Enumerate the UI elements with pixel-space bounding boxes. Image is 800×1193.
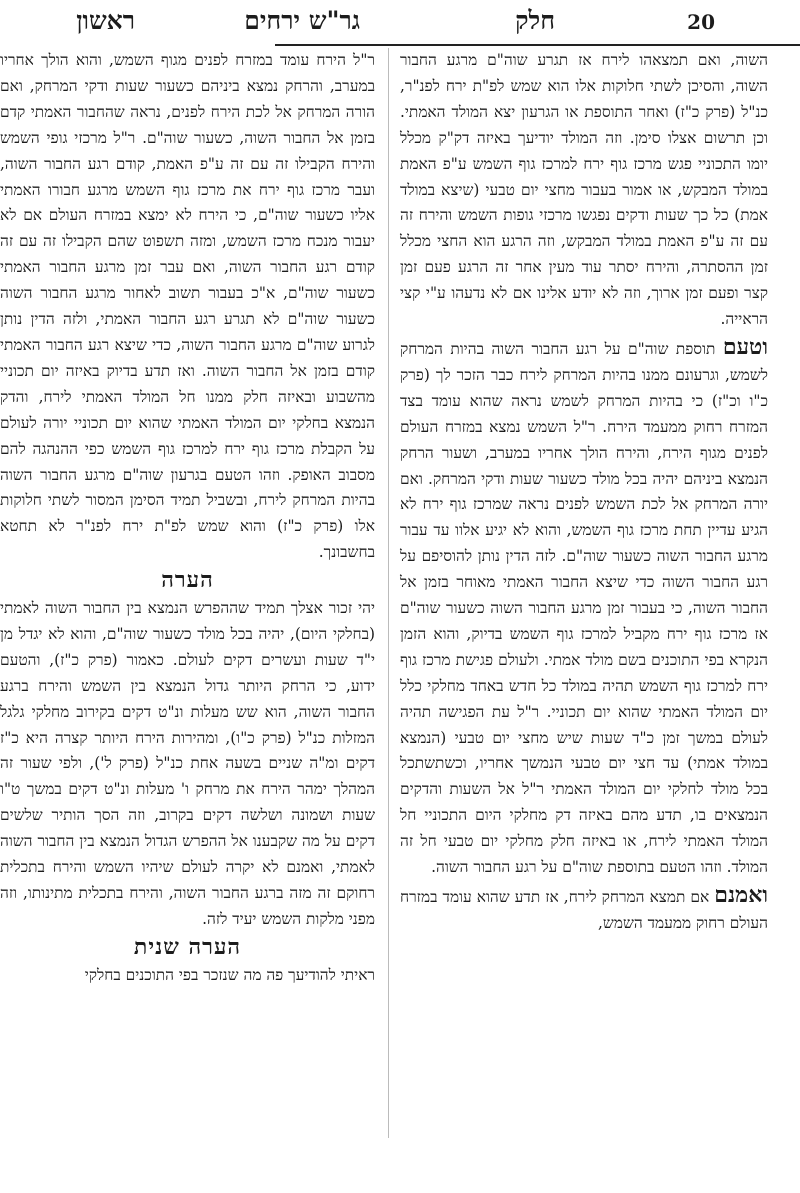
left-column <box>0 48 375 1188</box>
section-label: חלק <box>515 6 555 35</box>
right-column <box>400 48 768 937</box>
note-text: ראיתי להודיעך פה מה שנזכר בפי התוכנים בחלקי <box>84 965 375 984</box>
page-number: 20 <box>687 10 715 34</box>
paragraph <box>400 48 768 333</box>
note-title: הערה <box>161 567 214 594</box>
paragraph-text: השוה, ואם תמצאהו לירח אז תגרע שוה"ם מרגע החבור השוה, והסיכן לשתי חלוקות אלו הוא שמש לפ"ת ירח לפנ"ר, כנ"ל (פרק כ"ז) ואחר התוספת או הגרעון יצא המולד האמתי. וכן תרשום אצלו סימן. וזה המולד יודיעך באיזה דק"ק מכלל יומו התכוניי פגש מרכז גוף ירח למרכז גוף השמש ע"פ האמת במולד המבקש, או אמור בעבור מחצי יום טבעי (שיצא במולד אמת) כל כך שעות ודקים נפגשו מרכזי גופות השמש והירח זה עם זה ע"פ האמת במולד המבקש, וזה הרגע הוא החצי מכלל זמן ההסתרה, והירח יסתר עוד מעין אחר זה הרגע פעם זמן קצר ופעם זמן ארוך, וזה לא יודע אלינו אם לא נדעהו ע"י קצי הראייה. <box>400 51 768 329</box>
note-paragraph <box>0 596 375 933</box>
column-divider <box>388 48 389 1138</box>
page-header <box>0 0 800 44</box>
note-text: יהי זכור אצלך תמיד שההפרש הנמצא בין החבור השוה לאמתי (בחלקי היום), יהיה בכל מולד כשעור שוה"ם, והוא לא יגדל מן י"ד שעות ועשרים דקים לעולם. כאמור (פרק כ"ז), והטעם ידוע, כי הרחק היותר גדול הנמצא בין השמש והירח ברגע החבור השוה, הוא שש מעלות ונ"ט דקים בקירוב מחלקי גלגל המזלות כנ"ל (פרק כ"ו), ומהירות הירח היותר קצרה היא כ"ז דקים ומ"ה שניים בשעה אחת כנ"ל (פרק ל'), ולפי שעור זה המהלך ימהר הירח את מרחק ו' מעלות ונ"ט דקים במשך ט"ו שעות ושמונה ושלשה דקים בקרוב, וזה הסך הותיר שלשים דקים על מה שקבענו אל ההפרש הגדול הנמצא בין החבור השוה לאמתי, ואמנם לא יקרה לעולם שיהיו השמש והירח בתכלית רחוקם זה מזה ברגע החבור השוה, והירח בתכלית מתינותו, וזה מפני מלקות השמש יעיד לזה. <box>0 599 375 928</box>
paragraph <box>400 883 768 937</box>
header-rule <box>275 44 800 46</box>
note-paragraph <box>0 963 375 989</box>
paragraph-lead-word: וטעם <box>722 333 768 360</box>
paragraph-text: אם תמצא המרחק לירח, אז תדע שהוא עומד במזרח העולם רחוק ממעמד השמש, <box>400 888 768 932</box>
book-title: גר"ש ירחים <box>244 6 360 35</box>
paragraph-lead-word: ואמנם <box>714 882 768 908</box>
paragraph <box>0 48 375 566</box>
paragraph <box>400 335 768 881</box>
paragraph-text: ר"ל הירח עומד במזרח לפנים מגוף השמש, והוא הולך אחריו במערב, והרחק נמצא ביניהם כשעור שעות ודקי המרחק, ואם הורה המרחק אל לכת הירח לפנים, נראה שהחבור האמתי קדם בזמן אל החבור השוה, כשעור שוה"ם. ר"ל מרכזי גופי השמש והירח הקבילו זה עם זה ע"פ האמת, קודם רגע החבור השוה, ועבר מרכז גוף ירח את מרכז גוף השמש מרגע חבורו האמתי אליו כשעור שוה"ם, כי הירח לא ימצא במזרח העולם אם לא יעבור מנכח מרכז השמש, ומזה תשפוט שהם הקבילו זה עם זה קודם רגע החבור השוה, ואם עבר זמן מרגע החבור האמתי כשעור שוה"ם, א"כ בעבור תשוב לאחור מרגע החבור השוה כשעור שוה"ם לא תגרע רגע החבור האמתי, ולזה הדין נותן לגרוע שוה"ם מרגע החבור השוה, כדי שיצא רגע החבור האמתי קודם בזמן אל החבור השוה. ואז תדע בדיוק באיזה יום תכוניי מהשבוע ובאיזה חלק ממנו חל המולד האמתי לירח, והדק הנמצא בחלקי יום המולד האמתי שהוא יום תכוניי יורה לעולם על הקבלת מרכז גוף ירח למרכז גוף השמש כפי ההנהגה להם מסבוב האופק. וזהו הטעם בגרעון שוה"ם מרגע החבור השוה בהיות המרחק לירח, ובשביל תמיד הסימן המסור לשתי חלוקות אלו (פרק כ"ז) והוא שמש לפ"ת ירח לפנ"ר לא תחטא בחשבונך. <box>0 51 375 562</box>
second-note-title: הערה שנית <box>133 933 242 960</box>
paragraph-text: תוספת שוה"ם על רגע החבור השוה בהיות המרחק לשמש, וגרעונם ממנו בהיות המרחק לירח כבר הזכר לך (פרק כ"ו וכ"ז) כי בהיות המרחק לשמש נראה שהוא עומד בצד המזרח רחוק ממעמד הירח. ר"ל השמש נמצא במזרח העולם לפנים מגוף הירח, והירח הולך אחריו במערב, ושעור הרחק הנמצא ביניהם יהיה בכל מולד כשעור שעות ודקי המרחק. ואם יורה המרחק אל לכת השמש לפנים נראה שמרכז גוף ירח לא הגיע עדיין תחת מרכז גוף השמש, והוא לא יגיע אלוו עד עבור מרגע החבור השוה כשעור שוה"ם. לזה הדין נותן להוסיפם על רגע החבור השוה כדי שיצא החבור האמתי מאוחר בזמן אל החבור השוה, כי בעבור זמן מרגע החבור השוה כשעור שוה"ם אז מרכז גוף ירח מקביל למרכז גוף השמש בדיוק, והוא הזמן הנקרא בפי התוכנים בשם מולד אמתי. ולעולם פגישת מרכז גוף ירח למרכז גוף השמש תהיה במולד כל חדש באחד מחלקי כלל יום המולד האמתי שהוא יום תכוניי. ר"ל עת הפגישה תהיה לעולם במשך זמן כ"ד שעות שיש מחצי יום טבעי (הנמצא במולד אמתי) עד חצי יום טבעי הנמשך אחריו, וכשתשתכל בכל מולד לחלקי יום המולד האמתי ר"ל אל השעות והדקים הנמצאים בו, תדע מהם באיזה דק מחלקי היום התכוניי חל המולד האמתי לירח, או באיזה חלק מחלקי יום טבעי חל זה המולד. וזהו הטעם בתוספת שוה"ם על רגע החבור השוה. <box>400 339 768 877</box>
chapter-label: ראשון <box>76 6 135 35</box>
